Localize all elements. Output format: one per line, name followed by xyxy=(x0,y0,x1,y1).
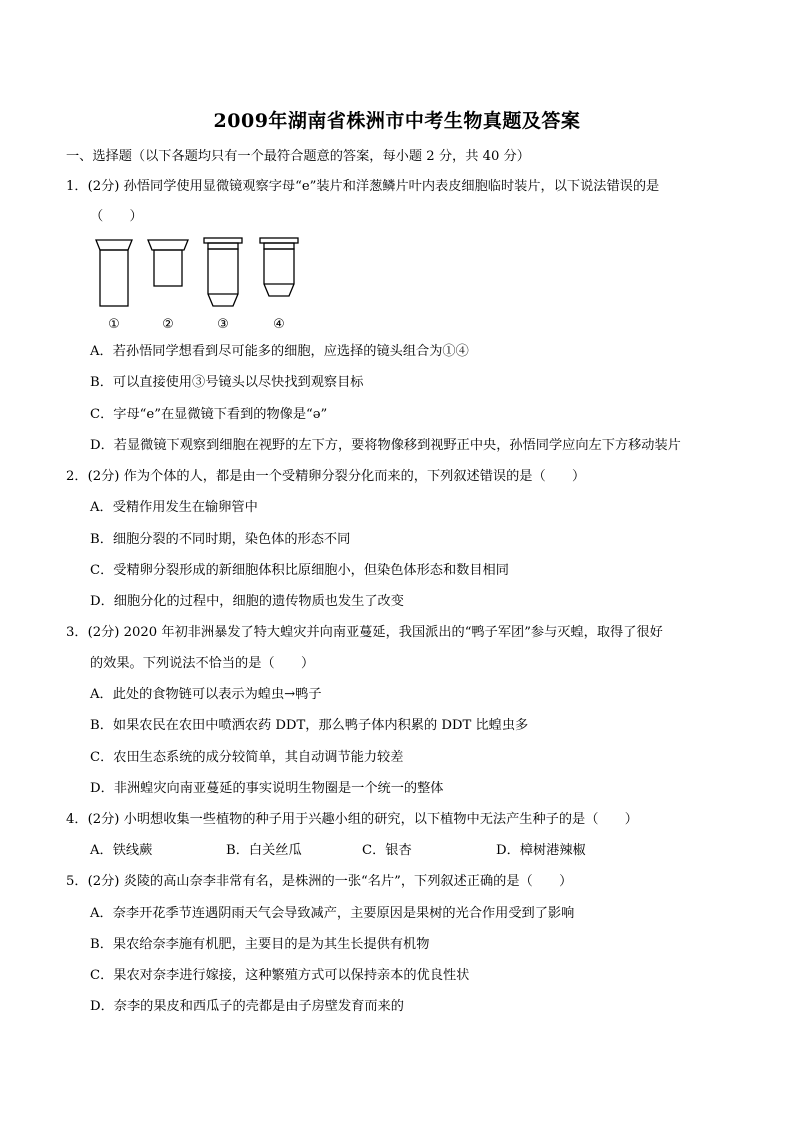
q5-option-d: D．奈李的果皮和西瓜子的壳都是由子房壁发育而来的 xyxy=(90,999,404,1014)
question-5-stem: 5．(2分) 炎陵的高山奈李非常有名，是株洲的一张“名片”，下列叙述正确的是（ ） xyxy=(66,874,573,889)
lens-label-4: ④ xyxy=(273,317,285,332)
section-heading: 一、选择题（以下各题均只有一个最符合题意的答案，每小题 2 分，共 40 分） xyxy=(66,149,530,164)
question-3-stem: 3．(2分) 2020 年初非洲暴发了特大蝗灾并向南亚蔓延，我国派出的“鸭子军团”参与灭蝗，取得了很好 xyxy=(66,625,663,640)
q3-option-a: A．此处的食物链可以表示为蝗虫→鸭子 xyxy=(90,687,322,702)
q1-option-a: A．若孙悟同学想看到尽可能多的细胞，应选择的镜头组合为①④ xyxy=(90,344,469,359)
q3-option-c: C．农田生态系统的成分较简单，其自动调节能力较差 xyxy=(90,750,404,765)
lens-3-body xyxy=(208,249,238,306)
q4-option-d: D．樟树港辣椒 xyxy=(496,843,586,858)
question-1-stem-cont: （ ） xyxy=(90,209,143,224)
lens-2-shape xyxy=(148,240,188,250)
q3-option-b: B．如果农民在农田中喷洒农药 DDT，那么鸭子体内积累的 DDT 比蝗虫多 xyxy=(90,718,529,733)
q2-option-d: D．细胞分化的过程中，细胞的遗传物质也发生了改变 xyxy=(90,594,404,609)
question-1-stem: 1．(2分) 孙悟同学使用显微镜观察字母“e”装片和洋葱鳞片叶内表皮细胞临时装片，以下说法错误的是 xyxy=(66,179,660,194)
q4-option-a: A．铁线蕨 xyxy=(90,843,153,858)
q1-option-c: C．字母“e”在显微镜下看到的物像是“ə” xyxy=(90,407,328,422)
q1-option-b: B．可以直接使用③号镜头以尽快找到观察目标 xyxy=(90,375,364,390)
q2-option-c: C．受精卵分裂形成的新细胞体积比原细胞小，但染色体形态和数目相同 xyxy=(90,563,509,578)
lens-3-top xyxy=(204,238,242,243)
lens-1-shape xyxy=(96,240,132,250)
question-3-stem-cont: 的效果。下列说法不恰当的是（ ） xyxy=(90,656,315,671)
q5-option-b: B．果农给奈李施有机肥，主要目的是为其生长提供有机物 xyxy=(90,937,430,952)
lens-diagram xyxy=(88,234,318,334)
lens-1-body xyxy=(100,250,128,306)
q5-option-c: C．果农对奈李进行嫁接，这种繁殖方式可以保持亲本的优良性状 xyxy=(90,968,470,983)
lens-4-body xyxy=(264,249,294,296)
lens-2-body xyxy=(154,250,182,286)
q3-option-d: D．非洲蝗灾向南亚蔓延的事实说明生物圈是一个统一的整体 xyxy=(90,781,444,796)
q1-option-d: D．若显微镜下观察到细胞在视野的左下方，要将物像移到视野正中央，孙悟同学应向左下方移动装片 xyxy=(90,438,681,453)
q4-options-row xyxy=(90,842,586,860)
lens-label-2: ② xyxy=(162,317,174,332)
q4-option-c: C．银杏 xyxy=(362,843,412,858)
q2-option-b: B．细胞分裂的不同时期，染色体的形态不同 xyxy=(90,532,351,547)
question-4-stem: 4．(2分) 小明想收集一些植物的种子用于兴趣小组的研究，以下植物中无法产生种子的是（ ） xyxy=(66,812,638,827)
q2-option-a: A．受精作用发生在输卵管中 xyxy=(90,500,258,515)
q4-option-b: B．白关丝瓜 xyxy=(226,843,302,858)
objective-lens-figure xyxy=(88,234,318,334)
lens-label-3: ③ xyxy=(217,317,229,332)
lens-4-top xyxy=(260,238,298,243)
q5-option-a: A．奈李开花季节连遇阴雨天气会导致减产，主要原因是果树的光合作用受到了影响 xyxy=(90,906,575,921)
page-title: 2009年湖南省株洲市中考生物真题及答案 xyxy=(213,110,581,132)
question-2-stem: 2．(2分) 作为个体的人，都是由一个受精卵分裂分化而来的，下列叙述错误的是（ ） xyxy=(66,469,586,484)
lens-label-1: ① xyxy=(108,317,120,332)
